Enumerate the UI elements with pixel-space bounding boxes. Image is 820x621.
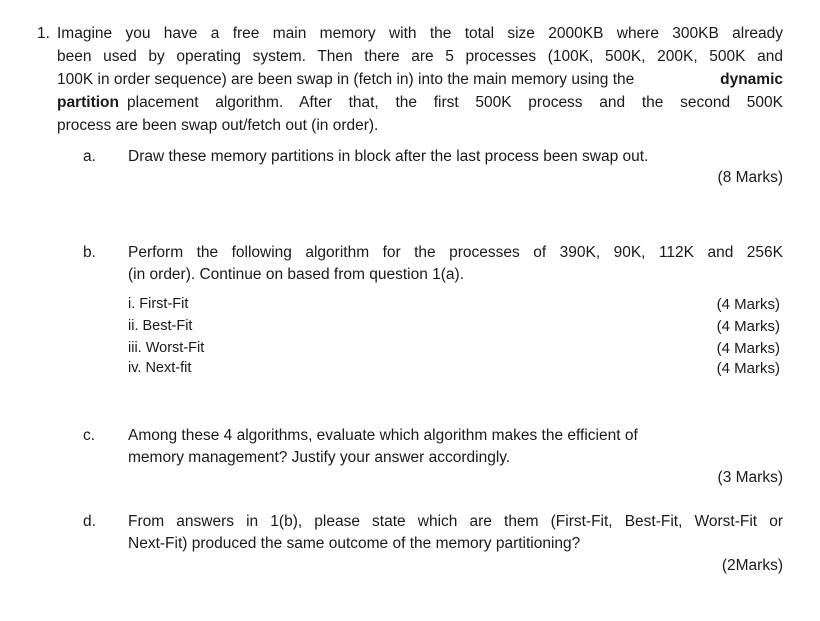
part-b-text-line-1: Perform the following algorithm for the processes of 390K, 90K, 112K and 256K: [128, 244, 783, 261]
question-intro-line-2: been used by operating system. Then there are 5 processes (100K, 500K, 200K, 500K and: [57, 48, 783, 65]
question-intro-line-3: [57, 71, 783, 89]
part-b-text-line-2: (in order). Continue on based from question 1(a).: [128, 266, 465, 283]
part-d-marks: (2Marks): [721, 557, 783, 574]
part-b-item-first-fit-marks: (4 Marks): [716, 296, 780, 313]
part-c-label: c.: [83, 427, 96, 444]
part-b-item-worst-fit-marks: (4 Marks): [716, 340, 780, 357]
part-b-item-worst-fit: iii. Worst-Fit: [128, 340, 205, 356]
part-c-marks: (3 Marks): [717, 469, 783, 486]
question-intro-line-4: [57, 94, 783, 112]
part-a-text: Draw these memory partitions in block after the last process been swap out.: [128, 148, 649, 165]
part-c-text-line-1: Among these 4 algorithms, evaluate which algorithm makes the efficient of: [128, 427, 638, 444]
part-b-item-best-fit-marks: (4 Marks): [716, 318, 780, 335]
bold-term-dynamic: dynamic: [720, 71, 783, 88]
question-intro-line-3-text: 100K in order sequence) are been swap in (fetch in) into the main memory using the: [57, 71, 635, 88]
part-d-label: d.: [83, 513, 96, 530]
part-b-label: b.: [83, 244, 96, 261]
question-intro-line-4-text: placement algorithm. After that, the first 500K process and the second 500K: [127, 94, 783, 111]
bold-term-partition: partition: [57, 94, 119, 111]
question-intro-line-5: process are been swap out/fetch out (in order).: [57, 117, 379, 134]
part-b-item-next-fit-marks: (4 Marks): [716, 360, 780, 377]
part-b-item-best-fit: ii. Best-Fit: [128, 318, 193, 334]
part-a-marks: (8 Marks): [717, 169, 783, 186]
part-b-item-first-fit: i. First-Fit: [128, 296, 189, 312]
question-number: 1.: [37, 25, 50, 42]
part-a-label: a.: [83, 148, 96, 165]
part-d-text-line-2: Next-Fit) produced the same outcome of the memory partitioning?: [128, 535, 581, 552]
part-d-text-line-1: From answers in 1(b), please state which are them (First-Fit, Best-Fit, Worst-Fit or: [128, 513, 783, 530]
part-c-text-line-2: memory management? Justify your answer accordingly.: [128, 449, 511, 466]
part-b-item-next-fit: iv. Next-fit: [128, 360, 192, 376]
question-intro-line-1: Imagine you have a free main memory with the total size 2000KB where 300KB already: [57, 25, 783, 42]
